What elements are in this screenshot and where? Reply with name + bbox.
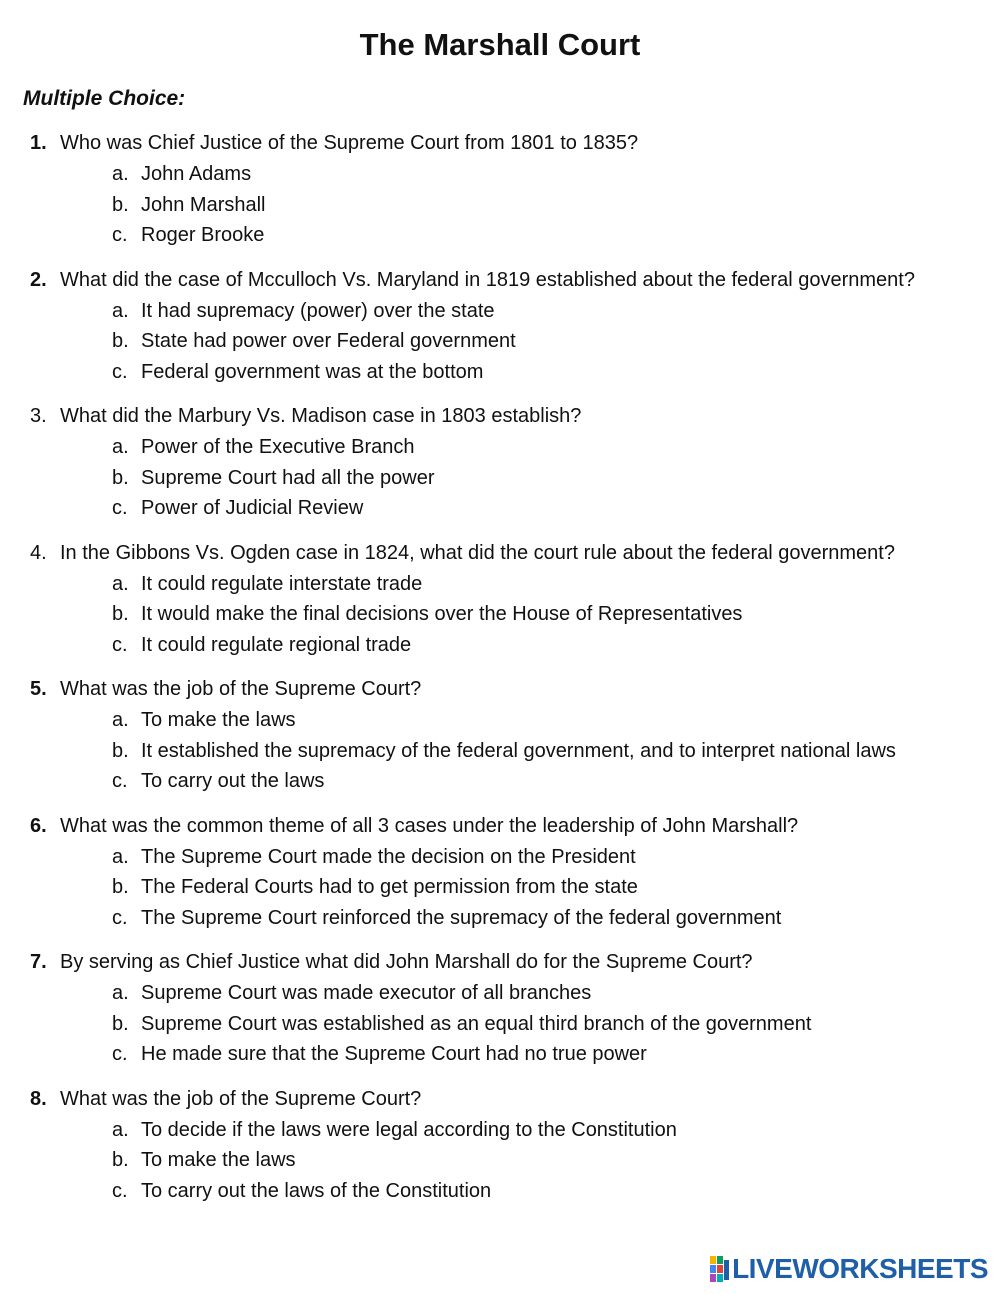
answer-option[interactable] [0,1145,1000,1176]
answer-option[interactable] [0,569,1000,600]
question-text: What was the job of the Supreme Court? [60,1087,422,1110]
liveworksheets-logo-icon [710,1256,730,1282]
question-list [0,128,1000,1220]
answer-option[interactable] [0,903,1000,934]
liveworksheets-logo[interactable] [710,1254,988,1284]
question-text: What was the job of the Supreme Court? [60,678,422,700]
option-letter: b. [112,876,129,898]
question-item [0,401,1000,524]
option-letter: a. [112,572,129,595]
section-label: Multiple Choice: [23,87,186,110]
option-letter: c. [112,770,128,792]
option-letter: c. [112,497,128,519]
answer-option[interactable] [0,1176,1000,1207]
option-text: To decide if the laws were legal according to the Constitution [141,1118,677,1141]
option-text: To carry out the laws of the Constitution [141,1179,492,1202]
option-text: Supreme Court was established as an equal third branch of the government [141,1012,812,1035]
option-text: To carry out the laws [141,770,325,792]
question-number: 7. [30,951,47,973]
answer-option[interactable] [0,432,1000,463]
question-line [0,401,1000,432]
option-text: State had power over Federal government [141,330,516,352]
answer-option[interactable] [0,630,1000,661]
question-number: 2. [30,268,47,291]
option-text: It established the supremacy of the federal government, and to interpret national laws [141,739,896,762]
option-text: Power of the Executive Branch [141,436,415,458]
answer-option[interactable] [0,872,1000,903]
option-text: Power of Judicial Review [141,497,364,519]
question-item [0,674,1000,797]
answer-options [0,1115,1000,1207]
question-item [0,947,1000,1070]
option-letter: c. [112,224,128,246]
option-letter: a. [112,982,129,1004]
answer-option[interactable] [0,842,1000,873]
option-letter: c. [112,633,128,656]
option-text: To make the laws [141,1149,296,1171]
option-letter: b. [112,739,129,762]
answer-option[interactable] [0,357,1000,388]
option-text: It would make the final decisions over the House of Representatives [141,603,743,625]
option-text: Supreme Court was made executor of all branches [141,982,592,1004]
answer-option[interactable] [0,159,1000,190]
option-text: It could regulate regional trade [141,633,412,656]
option-letter: b. [112,603,129,625]
option-letter: c. [112,906,128,929]
answer-option[interactable] [0,599,1000,630]
question-number: 3. [30,405,47,427]
question-line [0,947,1000,978]
question-line [0,674,1000,705]
question-item [0,1084,1000,1207]
option-letter: b. [112,1012,129,1035]
question-line [0,128,1000,159]
answer-option[interactable] [0,1009,1000,1040]
option-text: Federal government was at the bottom [141,360,484,383]
page-title: The Marshall Court [359,27,641,62]
question-line [0,265,1000,296]
question-line [0,811,1000,842]
answer-options [0,569,1000,661]
option-text: John Marshall [141,193,266,216]
question-text: What did the Marbury Vs. Madison case in 1803 establish? [60,405,582,427]
question-item [0,265,1000,388]
option-letter: a. [112,436,129,458]
option-text: Supreme Court had all the power [141,466,435,489]
answer-option[interactable] [0,296,1000,327]
option-text: It could regulate interstate trade [141,572,423,595]
option-text: It had supremacy (power) over the state [141,299,495,322]
answer-option[interactable] [0,463,1000,494]
question-number: 1. [30,132,47,154]
answer-option[interactable] [0,978,1000,1009]
answer-option[interactable] [0,493,1000,524]
question-number: 8. [30,1087,47,1110]
question-item [0,538,1000,661]
option-letter: b. [112,466,129,489]
option-letter: b. [112,1149,129,1171]
option-letter: c. [112,1043,128,1065]
option-text: John Adams [141,163,252,185]
answer-option[interactable] [0,1039,1000,1070]
answer-option[interactable] [0,705,1000,736]
option-text: To make the laws [141,709,296,731]
question-text: What did the case of Mcculloch Vs. Maryland in 1819 established about the federal government? [60,268,915,291]
answer-options [0,159,1000,251]
question-line [0,538,1000,569]
answer-options [0,432,1000,524]
option-text: Roger Brooke [141,224,265,246]
answer-options [0,296,1000,388]
option-letter: b. [112,193,129,216]
option-letter: a. [112,709,129,731]
option-letter: a. [112,299,129,322]
option-letter: a. [112,1118,129,1141]
option-letter: a. [112,845,129,868]
question-number: 4. [30,541,47,564]
question-text: Who was Chief Justice of the Supreme Court from 1801 to 1835? [60,132,639,154]
option-text: The Supreme Court made the decision on the President [141,845,636,868]
question-number: 6. [30,814,47,837]
question-number: 5. [30,678,47,700]
answer-option[interactable] [0,190,1000,221]
question-item [0,128,1000,251]
option-letter: c. [112,1179,128,1202]
question-text: What was the common theme of all 3 cases under the leadership of John Marshall? [60,814,799,837]
option-letter: b. [112,330,129,352]
question-line [0,1084,1000,1115]
answer-options [0,842,1000,934]
question-text: In the Gibbons Vs. Ogden case in 1824, what did the court rule about the federal government? [60,541,895,564]
answer-option[interactable] [0,220,1000,251]
option-text: He made sure that the Supreme Court had no true power [141,1043,647,1065]
answer-options [0,978,1000,1070]
liveworksheets-logo-text: LIVEWORKSHEETS [732,1253,988,1284]
question-text: By serving as Chief Justice what did John Marshall do for the Supreme Court? [60,951,753,973]
option-letter: a. [112,163,129,185]
answer-options [0,705,1000,797]
option-text: The Supreme Court reinforced the supremacy of the federal government [141,906,782,929]
question-item [0,811,1000,934]
answer-option[interactable] [0,736,1000,767]
answer-option[interactable] [0,766,1000,797]
answer-option[interactable] [0,1115,1000,1146]
option-text: The Federal Courts had to get permission from the state [141,876,638,898]
option-letter: c. [112,360,128,383]
answer-option[interactable] [0,326,1000,357]
